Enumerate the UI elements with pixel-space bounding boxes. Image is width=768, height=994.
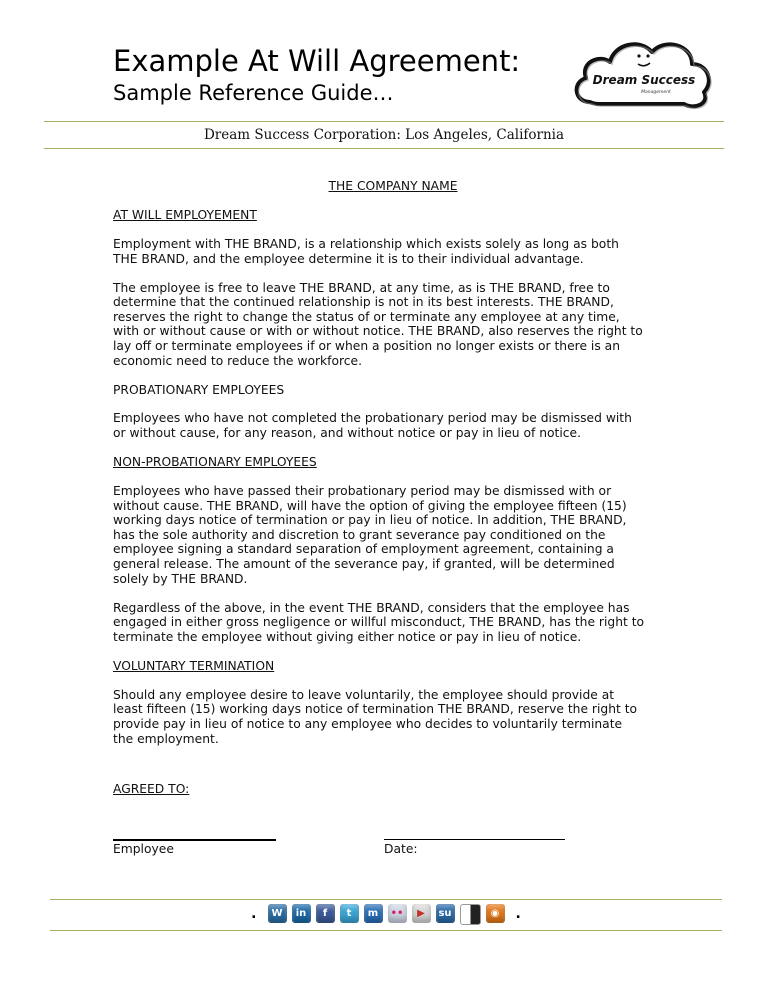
logo-subtext: Management [641, 90, 671, 95]
facebook-icon[interactable]: f [316, 904, 335, 923]
page-title: Example At Will Agreement: [113, 44, 521, 78]
probationary-heading: PROBATIONARY EMPLOYEES [113, 382, 285, 397]
footer-dot-left: . [251, 906, 257, 922]
social-icon-bar [50, 902, 722, 926]
voluntary-termination-heading: VOLUNTARY TERMINATION [113, 658, 275, 673]
header-rule-top [44, 121, 724, 122]
corporation-line: Dream Success Corporation: Los Angeles, California [203, 127, 565, 143]
dream-success-logo [568, 32, 716, 114]
footer-rule-bottom [50, 930, 722, 931]
company-name-heading: THE COMPANY NAME [328, 179, 458, 193]
non-probationary-heading: NON-PROBATIONARY EMPLOYEES [113, 455, 317, 470]
footer-dot-right: . [515, 906, 521, 922]
non-probationary-paragraph-1: Employees who have passed their probationary period may be dismissed with or without cause. THE BRAND, will have the option of giving the employee fifteen (15) working days notice of termination or pay in lieu of notice. In addition, THE BRAND, has the sole authority and discretion to grant severance pay conditioned on the employee signing a standard separation of employment agreement, containing a general release. The amount of the severance pay, if granted, will be determined solely by THE BRAND. [113, 484, 627, 586]
agreement-body [113, 179, 673, 761]
header-rule-bottom [44, 148, 724, 149]
linkedin-icon[interactable]: in [292, 904, 311, 923]
at-will-heading: AT WILL EMPLOYEMENT [113, 207, 257, 222]
stumbleupon-icon[interactable]: su [436, 904, 455, 923]
twitter-icon[interactable]: t [340, 904, 359, 923]
rss-icon[interactable]: ◉ [486, 904, 505, 923]
voluntary-termination-paragraph: Should any employee desire to leave voluntarily, the employee should provide at least fifteen (15) working days notice of termination THE BRAND, reserve the right to provide pay in lieu of notice to any employee who decides to voluntarily terminate the employment. [113, 687, 638, 746]
non-probationary-paragraph-2: Regardless of the above, in the event THE BRAND, considers that the employee has engaged in either gross negligence or willful misconduct, THE BRAND, has the right to terminate the employee without giving either notice or pay in lieu of notice. [113, 600, 645, 644]
wordpress-icon[interactable]: W [268, 904, 287, 923]
footer-rule-top [50, 899, 722, 900]
agreed-to-label: AGREED TO: [113, 782, 190, 796]
page-subtitle: Sample Reference Guide… [113, 81, 394, 105]
date-label: Date: [384, 842, 418, 856]
date-signature-line [384, 839, 565, 840]
employee-label: Employee [113, 842, 174, 856]
probationary-paragraph: Employees who have not completed the probationary period may be dismissed with or without cause, for any reason, and without notice or pay in lieu of notice. [113, 411, 632, 441]
youtube-icon[interactable]: ▶ [412, 904, 431, 923]
flickr-icon[interactable]: •• [388, 904, 407, 923]
logo-text: Dream Success [592, 73, 696, 87]
at-will-paragraph-2: The employee is free to leave THE BRAND, at any time, as is THE BRAND, free to determine that the continued relationship is not in its best interests. THE BRAND, reserves the right to change the status of or terminate any employee at any time, with or without cause or with or without notice. THE BRAND, also reserves the right to lay off or terminate employees if or when a position no longer exists or there is an economic need to reduce the workforce. [113, 280, 643, 368]
myspace-icon[interactable]: m [364, 904, 383, 923]
at-will-paragraph-1: Employment with THE BRAND, is a relationship which exists solely as long as both THE BRAND, and the employee determine it is to their individual advantage. [113, 236, 619, 266]
delicious-icon[interactable] [460, 904, 481, 925]
employee-signature-line [113, 839, 276, 841]
